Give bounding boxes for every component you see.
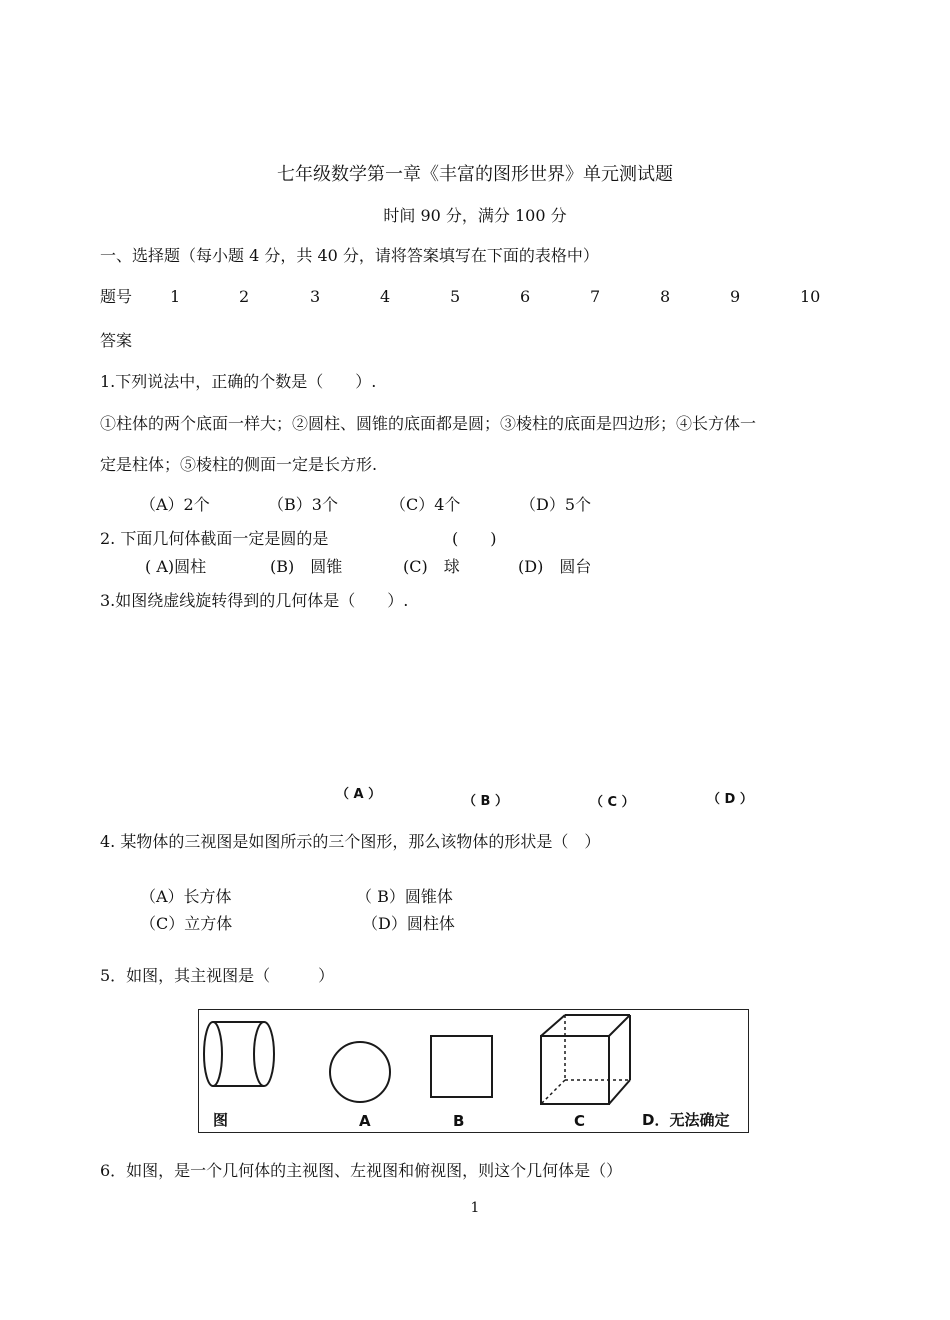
table-number: 7	[590, 287, 601, 306]
page-subtitle: 时间 90 分，满分 100 分	[383, 206, 567, 225]
q5-figure-label: 图	[213, 1111, 229, 1129]
table-number: 8	[660, 287, 671, 306]
q2-option-c: (C) 球	[403, 557, 460, 576]
q5-label-b: B	[453, 1112, 465, 1130]
table-number: 6	[520, 287, 531, 306]
cube-edge	[609, 1080, 630, 1104]
q4-stem: 4. 某物体的三视图是如图所示的三个图形，那么该物体的形状是（ ）	[100, 832, 601, 851]
q3-stem: 3.如图绕虚线旋转得到的几何体是（ ）.	[100, 591, 409, 610]
q2-option-d: (D) 圆台	[518, 557, 592, 576]
q4-option-d: （D）圆柱体	[362, 914, 455, 933]
cube-edge	[541, 1015, 565, 1036]
square-shape	[431, 1036, 492, 1097]
q5-figure	[198, 1009, 749, 1133]
q5-label-d: D．无法确定	[642, 1111, 730, 1129]
circle-shape	[330, 1042, 390, 1102]
q3-label-a: （ A ）	[336, 787, 382, 802]
table-number: 9	[730, 287, 741, 306]
q3-label-c: （ C ）	[590, 795, 635, 810]
table-number: 10	[800, 287, 821, 306]
cube-hidden-edge	[541, 1080, 565, 1104]
q3-label-b: （ B ）	[463, 794, 508, 809]
q1-option-d: （D）5个	[520, 495, 592, 514]
q1-option-c: （C）4个	[390, 495, 461, 514]
q2-answer-paren: ( )	[452, 529, 497, 548]
q1-statement-line: ①柱体的两个底面一样大；②圆柱、圆锥的底面都是圆；③棱柱的底面是四边形；④长方体一	[100, 414, 757, 433]
q1-option-b: （B）3个	[268, 495, 338, 514]
q5-label-c: C	[574, 1112, 586, 1130]
table-number: 1	[170, 287, 181, 306]
q4-option-b: （ B）圆锥体	[356, 887, 453, 906]
table-header-label: 题号	[100, 287, 133, 306]
page-number: 1	[470, 1200, 480, 1216]
q6-stem: 6．如图，是一个几何体的主视图、左视图和俯视图，则这个几何体是（）	[100, 1161, 623, 1180]
cylinder-right-end	[254, 1022, 274, 1086]
q2-stem: 2. 下面几何体截面一定是圆的是	[100, 529, 329, 548]
table-number: 3	[310, 287, 321, 306]
table-answer-label: 答案	[100, 331, 133, 350]
table-number: 5	[450, 287, 461, 306]
q1-stem: 1.下列说法中，正确的个数是（ ）.	[100, 372, 377, 391]
q2-option-a: ( A)圆柱	[145, 557, 207, 576]
q1-option-a: （A）2个	[140, 495, 210, 514]
q3-label-d: （ D ）	[707, 792, 753, 807]
q1-statement-line: 定是柱体；⑤棱柱的侧面一定是长方形.	[100, 455, 378, 474]
table-number: 4	[380, 287, 391, 306]
table-number: 2	[239, 287, 250, 306]
q5-stem: 5．如图，其主视图是（ ）	[100, 966, 335, 985]
q4-option-a: （A）长方体	[140, 887, 232, 906]
cube-edge	[609, 1015, 630, 1036]
page-title: 七年级数学第一章《丰富的图形世界》单元测试题	[277, 164, 673, 185]
cylinder-left-end	[204, 1022, 222, 1086]
q5-label-a: A	[359, 1112, 371, 1130]
section-heading: 一、选择题（每小题 4 分，共 40 分，请将答案填写在下面的表格中）	[100, 246, 599, 265]
q4-option-c: （C）立方体	[140, 914, 233, 933]
q2-option-b: (B) 圆锥	[270, 557, 343, 576]
